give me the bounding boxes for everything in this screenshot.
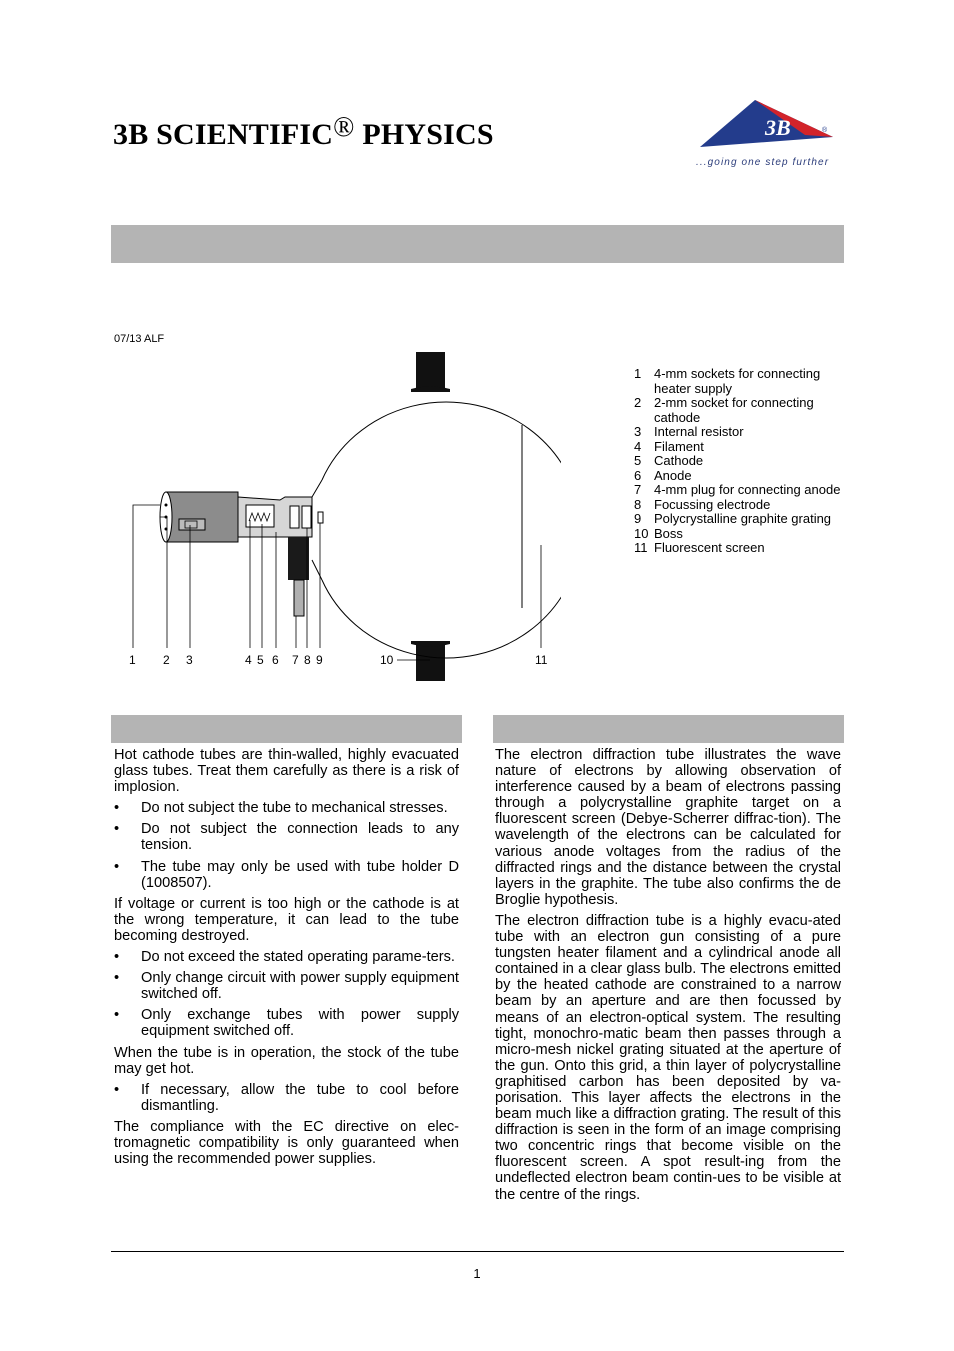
diagram-legend — [634, 367, 849, 556]
legend-item — [634, 440, 849, 455]
glass-bulb — [322, 402, 561, 658]
graphite-grating — [318, 512, 323, 523]
paragraph: If voltage or current is too high or the cathode is at the wrong temperature, it can lead to the tube becoming destroyed. — [114, 895, 459, 944]
bullet-list — [114, 1082, 459, 1114]
callout-7: 7 — [292, 653, 299, 667]
paragraph: The electron diffraction tube is a highly evacu-ated tube with an electron gun consisting of a pure tungsten heater filament and a cylindrical anode all contained in a clear glass bulb. The electrons emitted by the heated cathode are constrained to a narrow beam by an aperture and are then focussed by means of an electron-optical system. The resulting tight, monochro-matic beam then passes through a micro-mesh nickel grating situated at the aperture of the gun. Onto this grid, a thin layer of polycrystalline graphitised carbon has been deposited by va-porisation. This layer affects the electrons in the beam much like a diffraction grating. The result of this diffraction is seen in the form of an image comprising two concentric rings that become visible on the fluorescent screen. A spot result-ing from the undeflected electron beam contin-ues to be visible at the centre of the rings. — [495, 912, 841, 1203]
registered-mark: ® — [333, 112, 355, 143]
tube-stock — [166, 492, 238, 542]
legend-number: 8 — [634, 496, 642, 512]
bullet-item: • Do not subject the tube to mechanical stresses. — [114, 800, 459, 816]
safety-column — [114, 747, 459, 1172]
legend-number: 5 — [634, 453, 642, 468]
tube-diagram — [111, 350, 561, 685]
anode — [290, 506, 299, 528]
callout-3: 3 — [186, 653, 193, 667]
footer-rule — [111, 1251, 844, 1252]
callout-2: 2 — [163, 653, 170, 667]
legend-text: Internal resistor — [654, 424, 744, 439]
paragraph: When the tube is in operation, the stock of the tube may get hot. — [114, 1044, 459, 1077]
legend-item — [634, 396, 849, 425]
bullet-list — [114, 949, 459, 1039]
logo-tagline: ...going one step further — [696, 157, 830, 168]
logo-registered: ® — [822, 127, 828, 134]
document-reference: 07/13 ALF — [114, 333, 165, 345]
top-boss — [416, 352, 445, 389]
anode-plug-housing — [288, 537, 309, 580]
legend-item — [634, 483, 849, 498]
bullet-item: • Do not exceed the stated operating parame-ters. — [114, 949, 459, 965]
legend-text: Filament — [654, 438, 704, 454]
safety-section-bar — [111, 715, 462, 743]
bullet-item: • The tube may only be used with tube holder D (1008507). — [114, 859, 459, 891]
legend-text: Polycrystalline graphite grating — [654, 511, 832, 526]
legend-text: 2-mm socket for connecting cathode — [654, 395, 814, 425]
focussing-electrode — [302, 506, 311, 528]
legend-text: Fluorescent screen — [654, 540, 765, 555]
legend-item — [634, 541, 849, 556]
legend-item — [634, 454, 849, 469]
legend-item — [634, 367, 849, 396]
legend-item — [634, 527, 849, 542]
bullet-item: • Only change circuit with power supply equipment switched off. — [114, 970, 459, 1002]
anode-plug-pin — [294, 580, 304, 616]
legend-text: Anode — [654, 467, 692, 483]
legend-number: 7 — [634, 482, 642, 497]
legend-number: 2 — [634, 395, 642, 410]
bullet-item: • If necessary, allow the tube to cool before dismantling. — [114, 1082, 459, 1114]
legend-text: Cathode — [654, 453, 704, 468]
legend-number: 1 — [634, 366, 642, 381]
bullet-list — [114, 800, 459, 890]
legend-item — [634, 469, 849, 484]
legend-item — [634, 498, 849, 513]
legend-number: 4 — [634, 438, 642, 454]
brand-title — [113, 112, 494, 152]
paragraph: The compliance with the EC directive on elec-tromagnetic compatibility is only guaranteed when using the recommended power supplies. — [114, 1118, 459, 1168]
callout-6: 6 — [272, 653, 279, 667]
callout-4: 4 — [245, 653, 252, 667]
page-number: 1 — [473, 1266, 481, 1281]
legend-text: 4-mm sockets for connecting heater supply — [654, 366, 821, 396]
callout-8: 8 — [304, 653, 311, 667]
callout-1: 1 — [129, 653, 136, 667]
legend-text: Boss — [654, 525, 683, 541]
bullet-item: • Only exchange tubes with power supply equipment switched off. — [114, 1007, 459, 1039]
leader-line-1 — [133, 505, 160, 648]
legend-item — [634, 425, 849, 440]
bottom-boss — [416, 643, 445, 681]
legend-number: 11 — [634, 540, 648, 555]
bulb-neck — [312, 480, 322, 580]
legend-text: Focussing electrode — [654, 496, 771, 512]
logo-text: 3B — [765, 115, 791, 140]
callout-9: 9 — [316, 653, 323, 667]
brand-name: 3B SCIENTIFIC — [113, 118, 334, 151]
legend-number: 9 — [634, 511, 642, 526]
legend-text: 4-mm plug for connecting anode — [654, 482, 841, 497]
callout-5: 5 — [257, 653, 264, 667]
paragraph: The electron diffraction tube illustrates the wave nature of electrons by allowing observation of interference caused by a beam of electrons passing through a polycrystalline graphite target on a fluorescent screen (Debye-Scherrer diffrac-tion). The wavelength of the electrons can be calculated for various anode voltages from the radius of the diffracted rings and the distance between the crystal layers in the graphite. The tube also confirms the de Broglie hypothesis. — [495, 747, 841, 908]
description-section-bar — [493, 715, 844, 743]
legend-number: 3 — [634, 424, 642, 439]
brand-suffix: PHYSICS — [354, 118, 494, 151]
legend-item — [634, 512, 849, 527]
callout-11: 11 — [535, 653, 548, 667]
callout-10: 10 — [380, 653, 394, 667]
safety-intro: Hot cathode tubes are thin-walled, highly evacuated glass tubes. Treat them carefully as there is a risk of implosion. — [114, 747, 459, 796]
legend-number: 6 — [634, 467, 642, 483]
legend-number: 10 — [634, 525, 649, 541]
socket-pin — [165, 504, 168, 507]
description-column — [495, 747, 841, 1208]
title-bar — [111, 225, 844, 263]
bullet-item: • Do not subject the connection leads to any tension. — [114, 821, 459, 853]
